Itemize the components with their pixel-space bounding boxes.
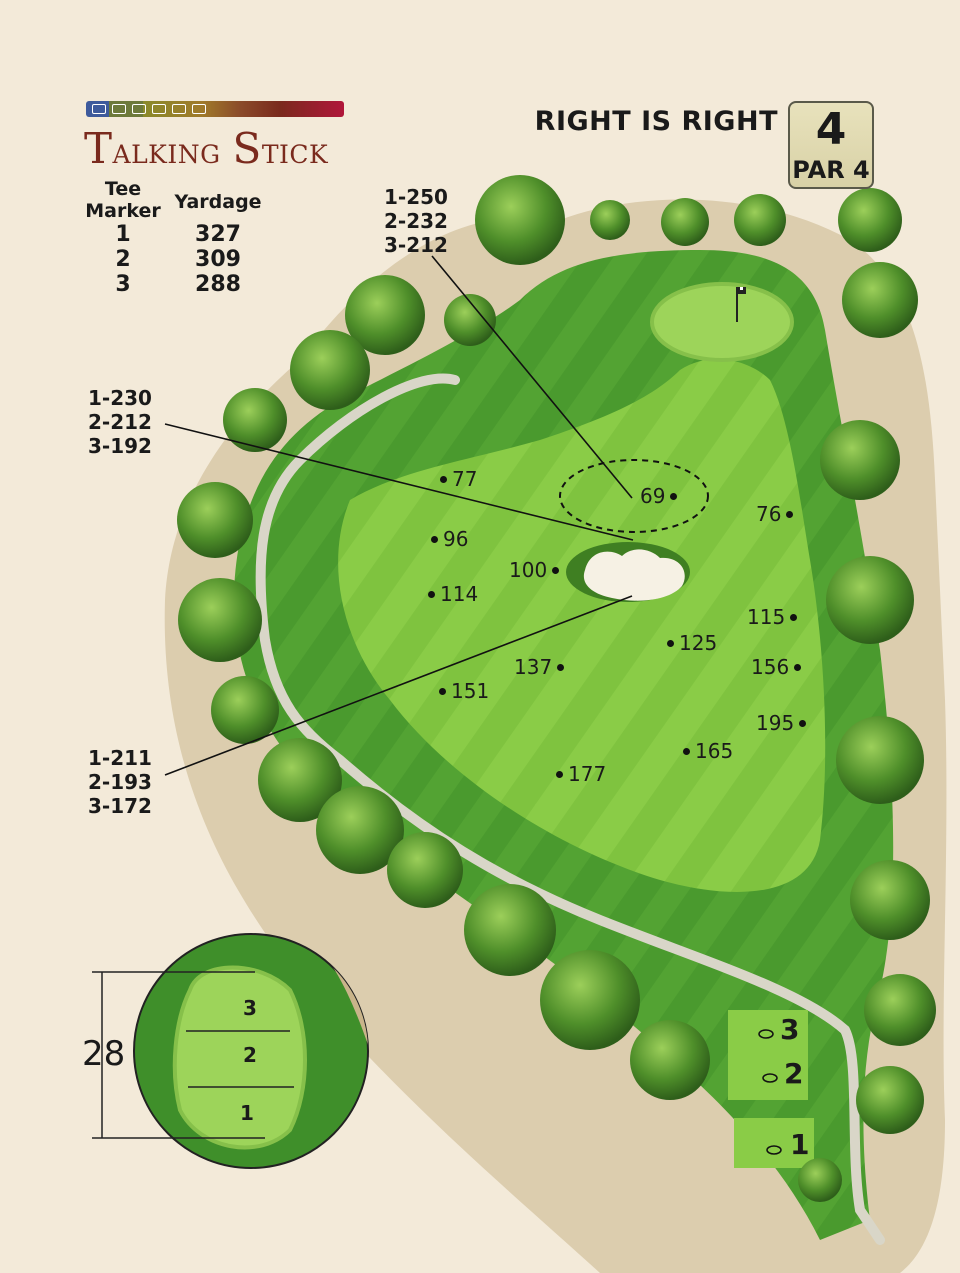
yardage-marker: 165 (695, 739, 734, 763)
callout-bunker-front: 1-230 2-212 3-192 (88, 386, 152, 458)
yardage-marker: 125 (679, 631, 718, 655)
tee-marker-header: Tee Marker (85, 178, 161, 222)
hole-number: 4 (815, 104, 847, 155)
tee-yardage-1: 327 (195, 222, 241, 247)
tee-yardage-3: 288 (195, 272, 241, 297)
yardage-marker: 96 (443, 527, 469, 551)
tee-box-1: 1 (790, 1128, 810, 1161)
hole-badge (788, 101, 874, 189)
yardage-marker: 77 (452, 467, 478, 491)
yardage-marker: 137 (514, 655, 553, 679)
yardage-header: Yardage (174, 191, 262, 213)
yardage-marker: 100 (509, 558, 548, 582)
yardage-marker: 151 (451, 679, 490, 703)
hole-title: RIGHT IS RIGHT (534, 106, 778, 137)
tee-box-2: 2 (784, 1057, 804, 1090)
callout-bunker-carry: 1-211 2-193 3-172 (88, 746, 152, 818)
yardage-marker: 76 (756, 502, 782, 526)
tee-box-3: 3 (780, 1013, 800, 1046)
logo-word-1: alking (112, 131, 221, 172)
yardage-marker: 114 (440, 582, 479, 606)
logo-wordmark: Talking Stick (84, 124, 329, 173)
yardage-marker: 69 (640, 484, 666, 508)
tee-yardage-2: 309 (195, 247, 241, 272)
tee-marker-2: 2 (115, 247, 131, 272)
callout-target-area: 1-250 2-232 3-212 (384, 185, 448, 257)
tee-marker-1: 1 (115, 222, 131, 247)
green-zone-3: 3 (243, 996, 257, 1020)
green (652, 284, 792, 360)
yardage-marker: 177 (568, 762, 607, 786)
yardage-marker: 195 (756, 711, 795, 735)
bunker (566, 542, 690, 602)
tee-marker-3: 3 (115, 272, 131, 297)
hole-par: PAR 4 (792, 156, 870, 184)
logo-word-2: tick (261, 131, 329, 172)
yardage-marker: 115 (747, 605, 786, 629)
green-zone-2: 2 (243, 1043, 257, 1067)
green-zone-1: 1 (240, 1101, 254, 1125)
logo-icon-strip (86, 101, 344, 117)
yardage-marker: 156 (751, 655, 790, 679)
green-depth: 28 (82, 1034, 126, 1074)
